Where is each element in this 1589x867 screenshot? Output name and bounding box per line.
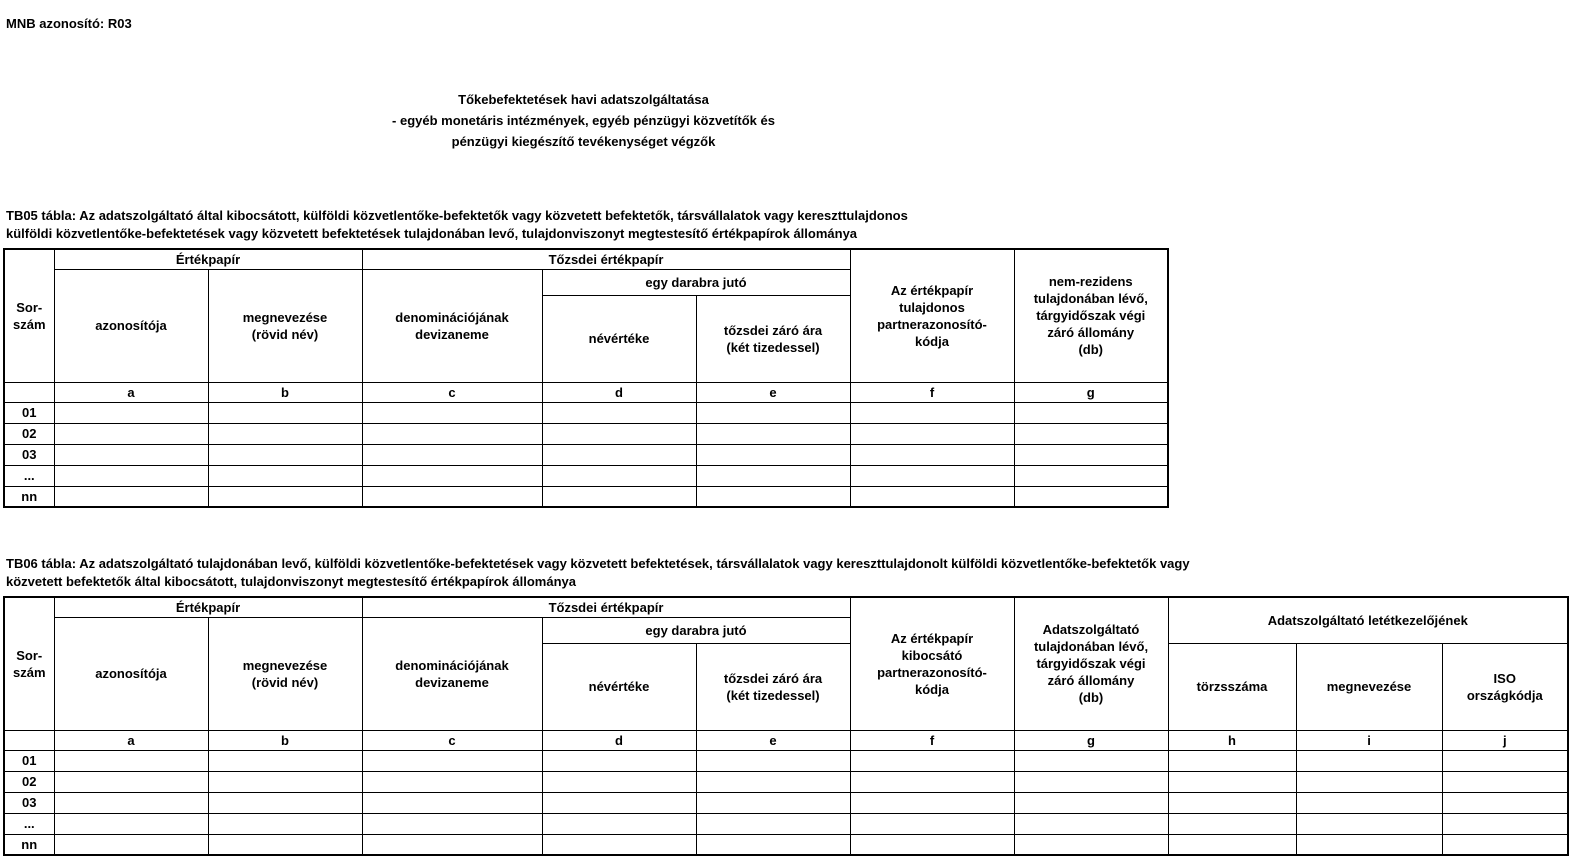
data-cell[interactable] (1014, 402, 1168, 423)
data-cell[interactable] (850, 486, 1014, 507)
letter-cell (4, 730, 54, 750)
data-cell[interactable] (1168, 771, 1296, 792)
row-number: ... (4, 465, 54, 486)
data-cell[interactable] (850, 834, 1014, 855)
data-cell[interactable] (542, 834, 696, 855)
header-denominacio: denominációjának devizaneme (362, 617, 542, 730)
tb06-caption (6, 555, 1190, 591)
tb05-caption-line-2: külföldi közvetlentőke-befektetések vagy közvetett befektetések tulajdonában levő, tulajdonviszonyt megtestesítő értékpapírok állománya (6, 226, 858, 241)
header-sorszam: Sor- szám (4, 597, 54, 730)
header-azonositoja: azonosítója (54, 617, 208, 730)
data-cell[interactable] (542, 423, 696, 444)
data-cell[interactable] (1296, 813, 1442, 834)
header-megnevezese: megnevezése (rövid név) (208, 269, 362, 382)
table-row (4, 750, 1568, 771)
letter-cell: f (850, 730, 1014, 750)
data-cell[interactable] (54, 771, 208, 792)
header-sorszam: Sor- szám (4, 249, 54, 382)
header-tozsdei: Tőzsdei értékpapír (362, 597, 850, 617)
data-cell[interactable] (1014, 834, 1168, 855)
tb06-table (3, 596, 1569, 856)
header-tozsdei: Tőzsdei értékpapír (362, 249, 850, 269)
header-nevertek: névértéke (542, 643, 696, 730)
letter-cell: j (1442, 730, 1568, 750)
data-cell[interactable] (362, 444, 542, 465)
data-cell[interactable] (850, 402, 1014, 423)
table-row (4, 792, 1568, 813)
data-cell[interactable] (696, 750, 850, 771)
data-cell[interactable] (696, 444, 850, 465)
table-row (4, 402, 1168, 423)
mnb-identifier: MNB azonosító: R03 (6, 16, 132, 31)
row-number: 02 (4, 771, 54, 792)
data-cell[interactable] (1168, 792, 1296, 813)
table-row (4, 465, 1168, 486)
header-ertekpapir: Értékpapír (54, 249, 362, 269)
letter-cell: g (1014, 382, 1168, 402)
data-cell[interactable] (54, 813, 208, 834)
title-line-2: - egyéb monetáris intézmények, egyéb pénzügyi közvetítők és (392, 113, 775, 128)
table-row (4, 444, 1168, 465)
data-cell[interactable] (696, 813, 850, 834)
header-megnevezese: megnevezése (rövid név) (208, 617, 362, 730)
table-row (4, 834, 1568, 855)
header-zaro-ar: tőzsdei záró ára (két tizedessel) (696, 295, 850, 382)
data-cell[interactable] (54, 834, 208, 855)
data-cell[interactable] (850, 750, 1014, 771)
page-title (0, 89, 1167, 152)
data-cell[interactable] (362, 792, 542, 813)
title-line-3: pénzügyi kiegészítő tevékenységet végzők (451, 134, 716, 149)
data-cell[interactable] (1442, 813, 1568, 834)
letter-cell: d (542, 730, 696, 750)
header-allomany: nem-rezidens tulajdonában lévő, tárgyidőszak végi záró állomány (db) (1014, 249, 1168, 382)
data-cell[interactable] (54, 444, 208, 465)
header-zaro-ar: tőzsdei záró ára (két tizedessel) (696, 643, 850, 730)
row-number: 03 (4, 444, 54, 465)
row-number: 02 (4, 423, 54, 444)
data-cell[interactable] (850, 444, 1014, 465)
data-cell[interactable] (1442, 792, 1568, 813)
table-row (4, 813, 1568, 834)
tb06-caption-line-2: közvetett befektetők által kibocsátott, tulajdonviszonyt megtestesítő értékpapírok állománya (6, 574, 576, 589)
data-cell[interactable] (1014, 813, 1168, 834)
row-number: 01 (4, 750, 54, 771)
data-cell[interactable] (850, 465, 1014, 486)
data-cell[interactable] (542, 465, 696, 486)
header-denominacio: denominációjának devizaneme (362, 269, 542, 382)
data-cell[interactable] (542, 813, 696, 834)
data-cell[interactable] (1014, 423, 1168, 444)
header-egy-darabra: egy darabra jutó (542, 617, 850, 643)
data-cell[interactable] (208, 750, 362, 771)
header-nevertek: névértéke (542, 295, 696, 382)
data-cell[interactable] (1014, 444, 1168, 465)
letter-cell: h (1168, 730, 1296, 750)
data-cell[interactable] (54, 423, 208, 444)
data-cell[interactable] (54, 402, 208, 423)
data-cell[interactable] (1442, 771, 1568, 792)
table-row (4, 423, 1168, 444)
data-cell[interactable] (850, 813, 1014, 834)
header-partner: Az értékpapír kibocsátó partnerazonosító- kódja (850, 597, 1014, 730)
data-cell[interactable] (1014, 465, 1168, 486)
row-number: 03 (4, 792, 54, 813)
table-row (4, 486, 1168, 507)
data-cell[interactable] (1296, 834, 1442, 855)
header-letetkezelo-megnevezese: megnevezése (1296, 643, 1442, 730)
header-egy-darabra: egy darabra jutó (542, 269, 850, 295)
data-cell[interactable] (696, 486, 850, 507)
data-cell[interactable] (208, 792, 362, 813)
data-cell[interactable] (696, 834, 850, 855)
data-cell[interactable] (208, 402, 362, 423)
header-ertekpapir: Értékpapír (54, 597, 362, 617)
data-cell[interactable] (1168, 813, 1296, 834)
data-cell[interactable] (1442, 750, 1568, 771)
data-cell[interactable] (54, 486, 208, 507)
row-number: nn (4, 486, 54, 507)
tb05-caption-line-1: TB05 tábla: Az adatszolgáltató által kibocsátott, külföldi közvetlentőke-befektetők vagy közvetett befektetők, társvállalatok vagy kereszttulajdonos (6, 208, 908, 223)
data-cell[interactable] (362, 465, 542, 486)
data-cell[interactable] (1168, 750, 1296, 771)
data-cell[interactable] (542, 771, 696, 792)
header-torzsszama: törzsszáma (1168, 643, 1296, 730)
data-cell[interactable] (1442, 834, 1568, 855)
data-cell[interactable] (362, 402, 542, 423)
header-letetkezelo: Adatszolgáltató letétkezelőjének (1168, 597, 1568, 643)
letter-cell: d (542, 382, 696, 402)
tb05-caption (6, 207, 908, 243)
data-cell[interactable] (696, 402, 850, 423)
row-number: 01 (4, 402, 54, 423)
header-iso: ISO országkódja (1442, 643, 1568, 730)
data-cell[interactable] (542, 750, 696, 771)
data-cell[interactable] (208, 423, 362, 444)
data-cell[interactable] (542, 402, 696, 423)
data-cell[interactable] (850, 792, 1014, 813)
data-cell[interactable] (1014, 771, 1168, 792)
data-cell[interactable] (1296, 792, 1442, 813)
data-cell[interactable] (362, 813, 542, 834)
data-cell[interactable] (208, 771, 362, 792)
letter-cell: i (1296, 730, 1442, 750)
tb06-caption-line-1: TB06 tábla: Az adatszolgáltató tulajdonában levő, külföldi közvetlentőke-befektetések vagy közvetett befektetések, társvállalatok vagy kereszttulajdonolt külföldi közvetlentőke-befektetők vagy (6, 556, 1190, 571)
data-cell[interactable] (542, 792, 696, 813)
data-cell[interactable] (1014, 750, 1168, 771)
data-cell[interactable] (362, 771, 542, 792)
letter-cell: f (850, 382, 1014, 402)
letter-cell: c (362, 730, 542, 750)
data-cell[interactable] (208, 465, 362, 486)
data-cell[interactable] (850, 423, 1014, 444)
data-cell[interactable] (362, 486, 542, 507)
row-number: nn (4, 834, 54, 855)
title-line-1: Tőkebefektetések havi adatszolgáltatása (458, 92, 709, 107)
data-cell[interactable] (362, 750, 542, 771)
data-cell[interactable] (850, 771, 1014, 792)
data-cell[interactable] (696, 792, 850, 813)
data-cell[interactable] (208, 834, 362, 855)
data-cell[interactable] (362, 834, 542, 855)
letter-cell: b (208, 382, 362, 402)
data-cell[interactable] (1014, 486, 1168, 507)
data-cell[interactable] (1014, 792, 1168, 813)
data-cell[interactable] (208, 486, 362, 507)
letter-cell: e (696, 730, 850, 750)
letter-cell: c (362, 382, 542, 402)
letter-cell: b (208, 730, 362, 750)
letter-cell: e (696, 382, 850, 402)
data-cell[interactable] (696, 423, 850, 444)
data-cell[interactable] (54, 750, 208, 771)
letter-cell: g (1014, 730, 1168, 750)
letter-cell: a (54, 730, 208, 750)
table-row (4, 771, 1568, 792)
header-partner: Az értékpapír tulajdonos partnerazonosító- kódja (850, 249, 1014, 382)
data-cell[interactable] (1296, 750, 1442, 771)
data-cell[interactable] (696, 771, 850, 792)
data-cell[interactable] (208, 444, 362, 465)
data-cell[interactable] (208, 813, 362, 834)
data-cell[interactable] (362, 423, 542, 444)
data-cell[interactable] (54, 792, 208, 813)
data-cell[interactable] (1296, 771, 1442, 792)
data-cell[interactable] (542, 486, 696, 507)
header-allomany: Adatszolgáltató tulajdonában lévő, tárgyidőszak végi záró állomány (db) (1014, 597, 1168, 730)
data-cell[interactable] (54, 465, 208, 486)
letter-cell: a (54, 382, 208, 402)
row-number: ... (4, 813, 54, 834)
tb05-table (3, 248, 1169, 508)
data-cell[interactable] (696, 465, 850, 486)
data-cell[interactable] (542, 444, 696, 465)
header-azonositoja: azonosítója (54, 269, 208, 382)
data-cell[interactable] (1168, 834, 1296, 855)
letter-cell (4, 382, 54, 402)
